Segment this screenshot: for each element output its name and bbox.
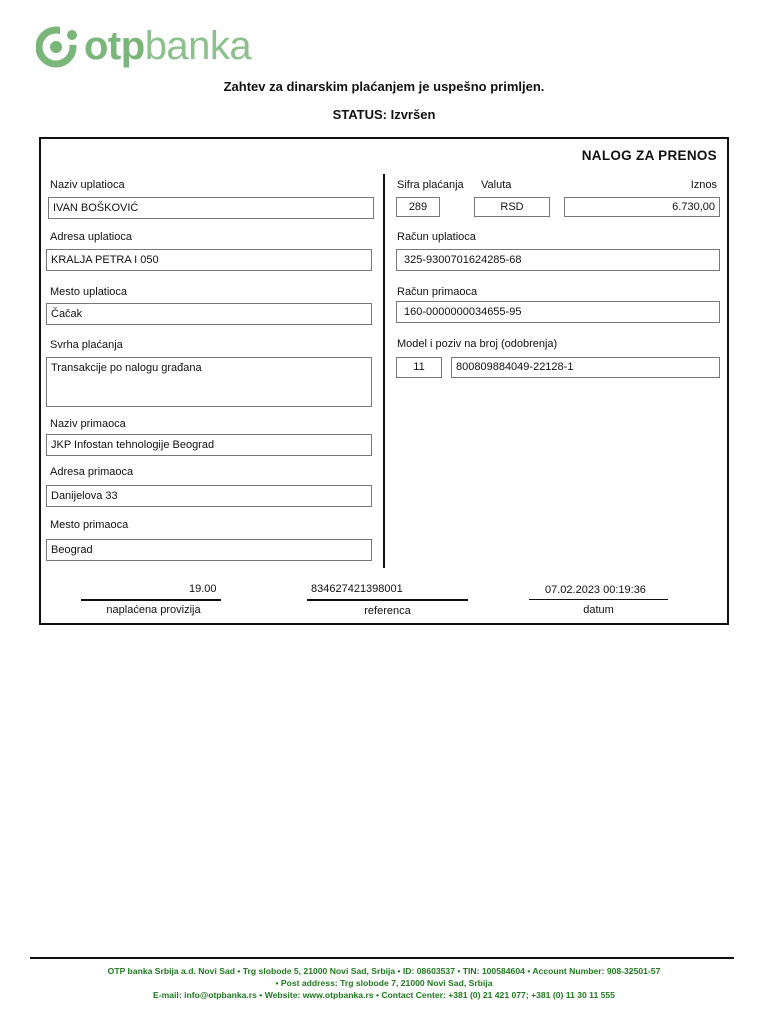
otp-logo-icon bbox=[36, 25, 80, 69]
recipient-address-field: Danijelova 33 bbox=[46, 485, 372, 507]
footer-company-info: OTP banka Srbija a.d. Novi Sad • Trg slobode 5, 21000 Novi Sad, Srbija • ID: 08603537 • TIN: 100584604 • Account Number: 908-32501-57 bbox=[107, 966, 661, 976]
recipient-name-field: JKP Infostan tehnologije Beograd bbox=[46, 434, 372, 456]
bank-logo bbox=[32, 20, 258, 72]
amount-field: 6.730,00 bbox=[564, 197, 720, 217]
form-title: NALOG ZA PRENOS bbox=[581, 148, 717, 163]
reference-value: 834627421398001 bbox=[311, 583, 403, 595]
reference-number-field: 800809884049-22128-1 bbox=[451, 357, 720, 378]
payer-city-field: Čačak bbox=[46, 303, 372, 325]
reference-model-label: Model i poziv na broj (odobrenja) bbox=[397, 338, 558, 350]
commission-line bbox=[81, 599, 221, 601]
payer-name-field: IVAN BOŠKOVIĆ bbox=[48, 197, 374, 219]
date-value: 07.02.2023 00:19:36 bbox=[545, 584, 646, 596]
status-message: STATUS: Izvršen bbox=[332, 107, 436, 122]
commission-caption: naplaćena provizija bbox=[106, 604, 201, 616]
currency-label: Valuta bbox=[481, 179, 512, 191]
success-message: Zahtev za dinarskim plaćanjem je uspešno primljen. bbox=[223, 79, 545, 94]
recipient-city-field: Beograd bbox=[46, 539, 372, 561]
payment-order-form bbox=[39, 137, 729, 625]
payment-code-field: 289 bbox=[396, 197, 440, 217]
commission-value: 19.00 bbox=[189, 583, 217, 595]
footer-contact: E-mail: info@otpbanka.rs • Website: www.otpbanka.rs • Contact Center: +381 (0) 21 421 077; +381 (0) 11 30 11 555 bbox=[153, 990, 615, 1000]
payer-account-field: 325-9300701624285-68 bbox=[396, 249, 720, 271]
recipient-account-label: Račun primaoca bbox=[397, 286, 478, 298]
recipient-city-label: Mesto primaoca bbox=[50, 519, 129, 531]
model-field: 11 bbox=[396, 357, 442, 378]
footer-divider bbox=[30, 957, 734, 959]
footer-post-address: • Post address: Trg slobode 7, 21000 Novi Sad, Srbija bbox=[275, 978, 493, 988]
currency-field: RSD bbox=[474, 197, 550, 217]
payer-address-field: KRALJA PETRA I 050 bbox=[46, 249, 372, 271]
purpose-field: Transakcije po nalogu građana bbox=[46, 357, 372, 407]
date-caption: datum bbox=[583, 604, 614, 616]
recipient-name-label: Naziv primaoca bbox=[50, 418, 126, 430]
reference-caption: referenca bbox=[364, 605, 411, 617]
payer-address-label: Adresa uplatioca bbox=[50, 231, 132, 243]
reference-line bbox=[307, 599, 468, 601]
purpose-label: Svrha plaćanja bbox=[50, 339, 123, 351]
recipient-account-field: 160-0000000034655-95 bbox=[396, 301, 720, 323]
payer-name-label: Naziv uplatioca bbox=[50, 179, 125, 191]
date-line bbox=[529, 599, 668, 600]
payer-city-label: Mesto uplatioca bbox=[50, 286, 128, 298]
recipient-address-label: Adresa primaoca bbox=[50, 466, 134, 478]
column-divider bbox=[383, 174, 385, 568]
logo-wordmark: otpbanka bbox=[84, 24, 252, 68]
payment-code-label: Sifra plaćanja bbox=[397, 179, 464, 191]
amount-label: Iznos bbox=[690, 179, 717, 191]
payer-account-label: Račun uplatioca bbox=[397, 231, 476, 243]
